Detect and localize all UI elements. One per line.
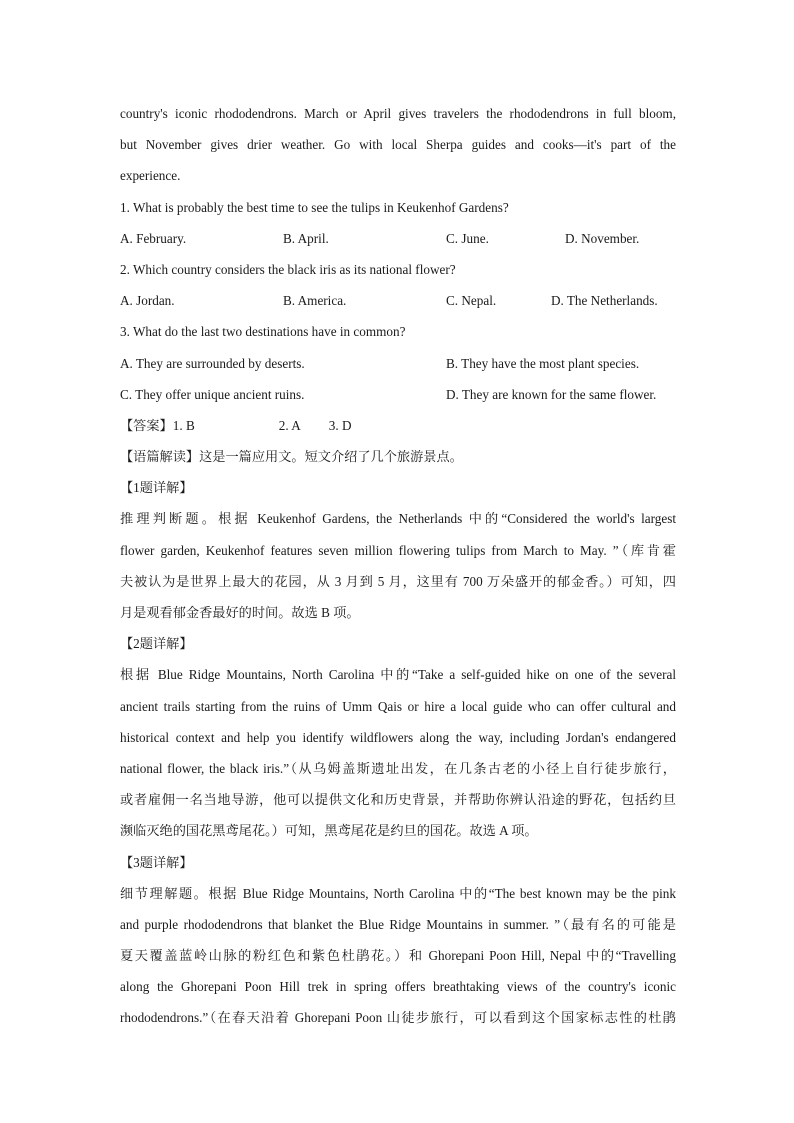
section-heading: 【2题详解】: [120, 636, 193, 652]
option: B. America.: [283, 293, 347, 309]
answer-item: 1. B: [172, 417, 195, 433]
section-heading: 【3题详解】: [120, 854, 193, 870]
option: B. April.: [283, 230, 329, 246]
option: B. They have the most plant species.: [446, 355, 640, 371]
question-options: [120, 348, 676, 379]
question-options: [120, 223, 676, 254]
detail-line: and purple rhododendrons that blanket the Blue Ridge Mountains in summer. ”（最有名的可能是: [120, 916, 676, 932]
detail-line: 夏天覆盖蓝岭山脉的粉红色和紫色杜鹃花。）和 Ghorepani Poon Hill, Nepal 中的“Travelling: [120, 948, 676, 964]
question-options: [120, 285, 676, 316]
detail-line: rhododendrons.”（在春天沿着 Ghorepani Poon 山徒步旅行，可以看到这个国家标志性的杜鹃: [120, 1010, 676, 1026]
answer-line: [120, 410, 676, 441]
overview-line: 【语篇解读】这是一篇应用文。短文介绍了几个旅游景点。: [120, 449, 463, 465]
option: C. Nepal.: [446, 293, 497, 309]
question-stem: 2. Which country considers the black iris as its national flower?: [120, 261, 456, 277]
detail-line: ancient trails starting from the ruins of Umm Qais or hire a local guide who can offer cultural and: [120, 698, 676, 714]
option: A. They are surrounded by deserts.: [120, 355, 305, 371]
detail-line: 推理判断题。根据 Keukenhof Gardens, the Netherlands 中的“Considered the world's largest: [120, 511, 676, 527]
option: C. June.: [446, 230, 489, 246]
detail-line: along the Ghorepani Poon Hill trek in spring offers breathtaking views of the country's iconic: [120, 979, 676, 995]
answer-item: 3. D: [328, 417, 352, 433]
passage-line: but November gives drier weather. Go with local Sherpa guides and cooks—it's part of the: [120, 137, 676, 153]
answer-label: 【答案】: [120, 417, 173, 433]
detail-line: 濒临灭绝的国花黑鸢尾花。）可知，黑鸢尾花是约旦的国花。故选 A 项。: [120, 823, 538, 839]
section-heading: 【1题详解】: [120, 480, 193, 496]
question-stem: 1. What is probably the best time to see the tulips in Keukenhof Gardens?: [120, 199, 509, 215]
option: A. Jordan.: [120, 293, 175, 309]
option: C. They offer unique ancient ruins.: [120, 386, 305, 402]
option: D. They are known for the same flower.: [446, 386, 657, 402]
detail-line: 或者雇佣一名当地导游，他可以提供文化和历史背景，并帮助你辨认沿途的野花，包括约旦: [120, 792, 676, 808]
detail-line: historical context and help you identify wildflowers along the way, including Jordan's endangered: [120, 729, 676, 745]
option: A. February.: [120, 230, 187, 246]
question-options: [120, 379, 676, 410]
passage-line: experience.: [120, 168, 181, 184]
document-page: [120, 98, 676, 1034]
option: D. The Netherlands.: [551, 293, 658, 309]
question-stem: 3. What do the last two destinations have in common?: [120, 324, 406, 340]
passage-line: country's iconic rhododendrons. March or April gives travelers the rhododendrons in full bloom,: [120, 106, 676, 121]
detail-line: 根据 Blue Ridge Mountains, North Carolina 中的“Take a self-guided hike on one of the several: [120, 667, 676, 683]
option: D. November.: [565, 230, 640, 246]
detail-line: 月是观看郁金香最好的时间。故选 B 项。: [120, 605, 360, 620]
detail-line: 细节理解题。根据 Blue Ridge Mountains, North Carolina 中的“The best known may be the pink: [120, 885, 676, 901]
answer-item: 2. A: [278, 417, 301, 433]
detail-line: flower garden, Keukenhof features seven million flowering tulips from March to May. ”（库肯霍: [120, 542, 676, 558]
detail-line: 夫被认为是世界上最大的花园，从 3 月到 5 月，这里有 700 万朵盛开的郁金香。）可知，四: [120, 573, 676, 589]
detail-line: national flower, the black iris.”（从乌姆盖斯遗址出发，在几条古老的小径上自行徒步旅行，: [120, 760, 676, 776]
